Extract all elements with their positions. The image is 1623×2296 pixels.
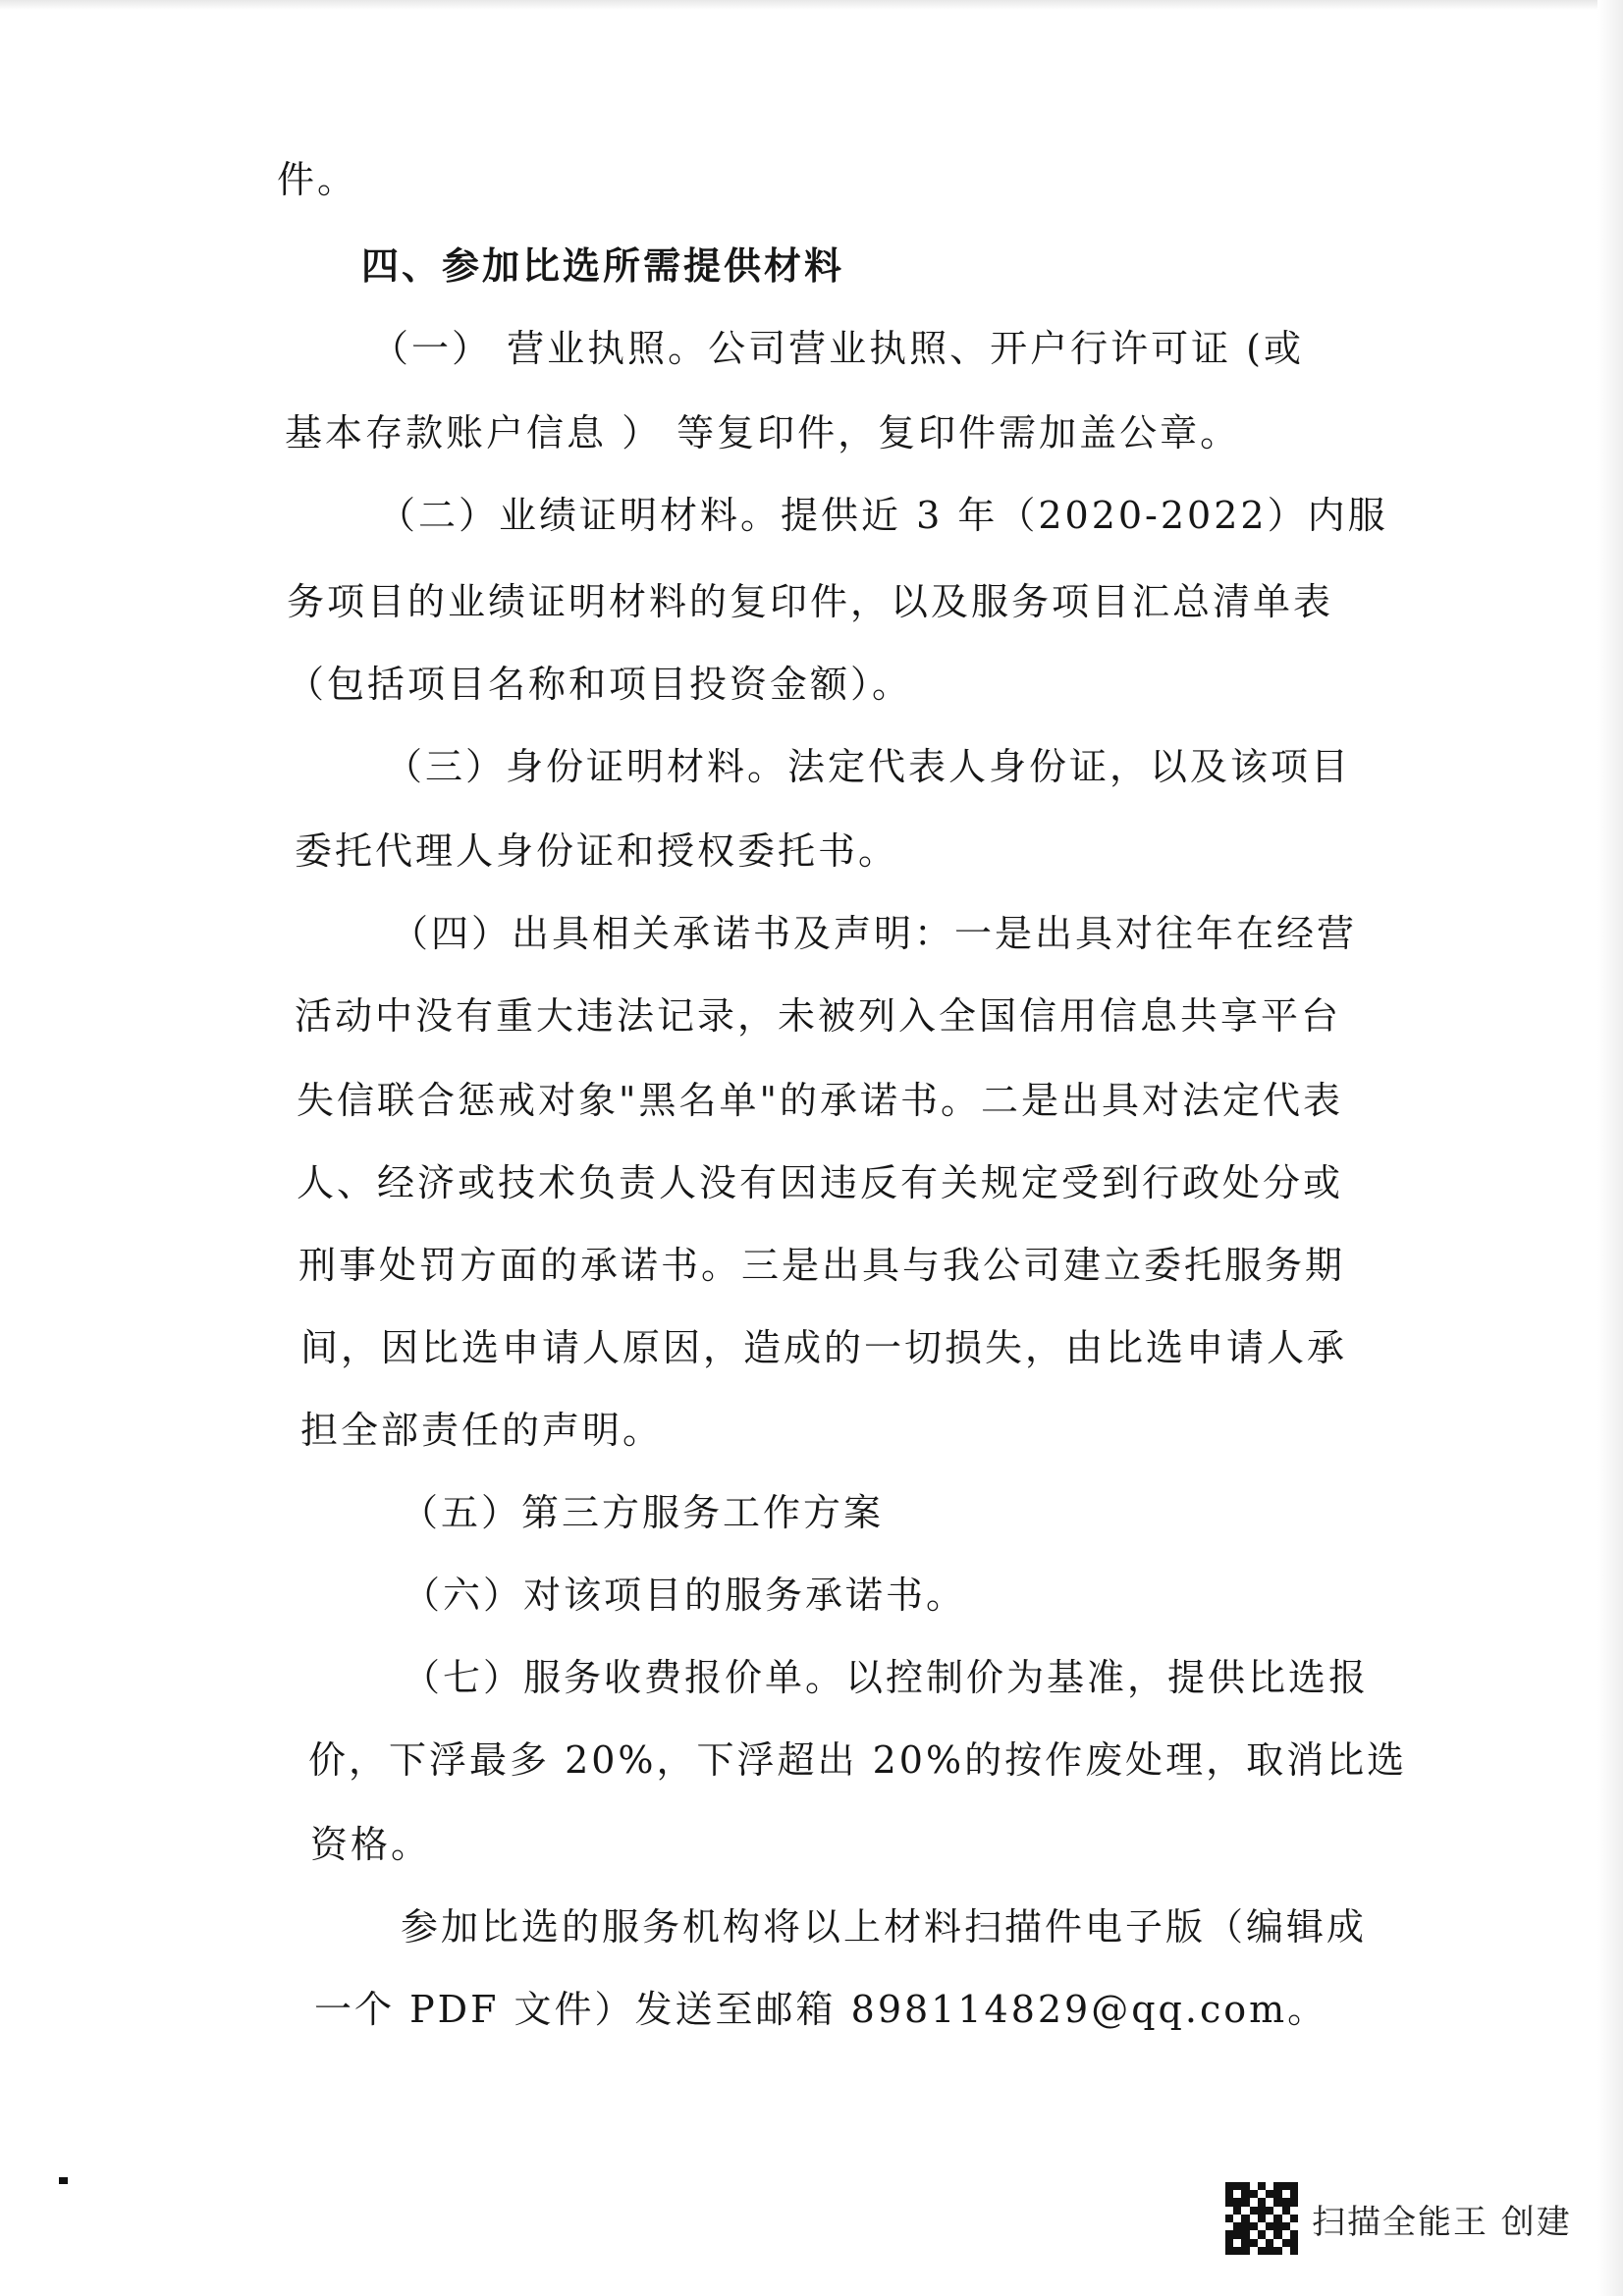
- text-line: 委托代理人身份证和授权委托书。: [295, 829, 899, 873]
- text-line: 件。: [277, 158, 358, 201]
- text-line: 活动中没有重大违法记录，未被列入全国信用信息共享平台: [295, 994, 1342, 1038]
- text-line: 务项目的业绩证明材料的复印件，以及服务项目汇总清单表: [287, 580, 1334, 623]
- text-line: 刑事处罚方面的承诺书。三是出具与我公司建立委托服务期: [298, 1244, 1346, 1287]
- text-line: 资格。: [310, 1823, 432, 1866]
- qr-code-icon: [1225, 2182, 1298, 2255]
- text-line: （四）出具相关承诺书及声明：一是出具对往年在经营: [391, 912, 1358, 955]
- camscanner-watermark: [1225, 2182, 1572, 2255]
- text-line: （包括项目名称和项目投资金额）。: [287, 663, 913, 706]
- text-line: （一） 营业执照。公司营业执照、开户行许可证 (或: [371, 327, 1304, 370]
- text-line: 参加比选的服务机构将以上材料扫描件电子版（编辑成: [401, 1905, 1368, 1949]
- text-line: 间，因比选申请人原因，造成的一切损失，由比选申请人承: [300, 1326, 1348, 1369]
- text-line: 失信联合惩戒对象"黑名单"的承诺书。二是出具对法定代表: [297, 1079, 1343, 1122]
- text-line: （六）对该项目的服务承诺书。: [403, 1574, 967, 1617]
- scan-speck: [59, 2177, 68, 2184]
- text-line: 担全部责任的声明。: [300, 1409, 664, 1452]
- watermark-text: 扫描全能王 创建: [1312, 2202, 1572, 2242]
- scan-top-edge: [0, 0, 1623, 10]
- text-line: （五）第三方服务工作方案: [401, 1491, 885, 1534]
- scan-right-edge: [1597, 0, 1623, 2296]
- text-line: （三）身份证明材料。法定代表人身份证，以及该项目: [385, 745, 1352, 788]
- text-line: 价，下浮最多 20%，下浮超出 20%的按作废处理，取消比选: [308, 1738, 1408, 1782]
- text-line: 一个 PDF 文件）发送至邮箱 898114829@qq.com。: [314, 1988, 1328, 2031]
- section-heading: 四、参加比选所需提供材料: [361, 244, 845, 288]
- text-line: 基本存款账户信息 ） 等复印件，复印件需加盖公章。: [285, 411, 1241, 454]
- text-line: （二）业绩证明材料。提供近 3 年（2020-2022）内服: [378, 494, 1388, 537]
- text-line: 人、经济或技术负责人没有因违反有关规定受到行政处分或: [297, 1161, 1344, 1204]
- text-line: （七）服务收费报价单。以控制价为基准，提供比选报: [403, 1656, 1370, 1699]
